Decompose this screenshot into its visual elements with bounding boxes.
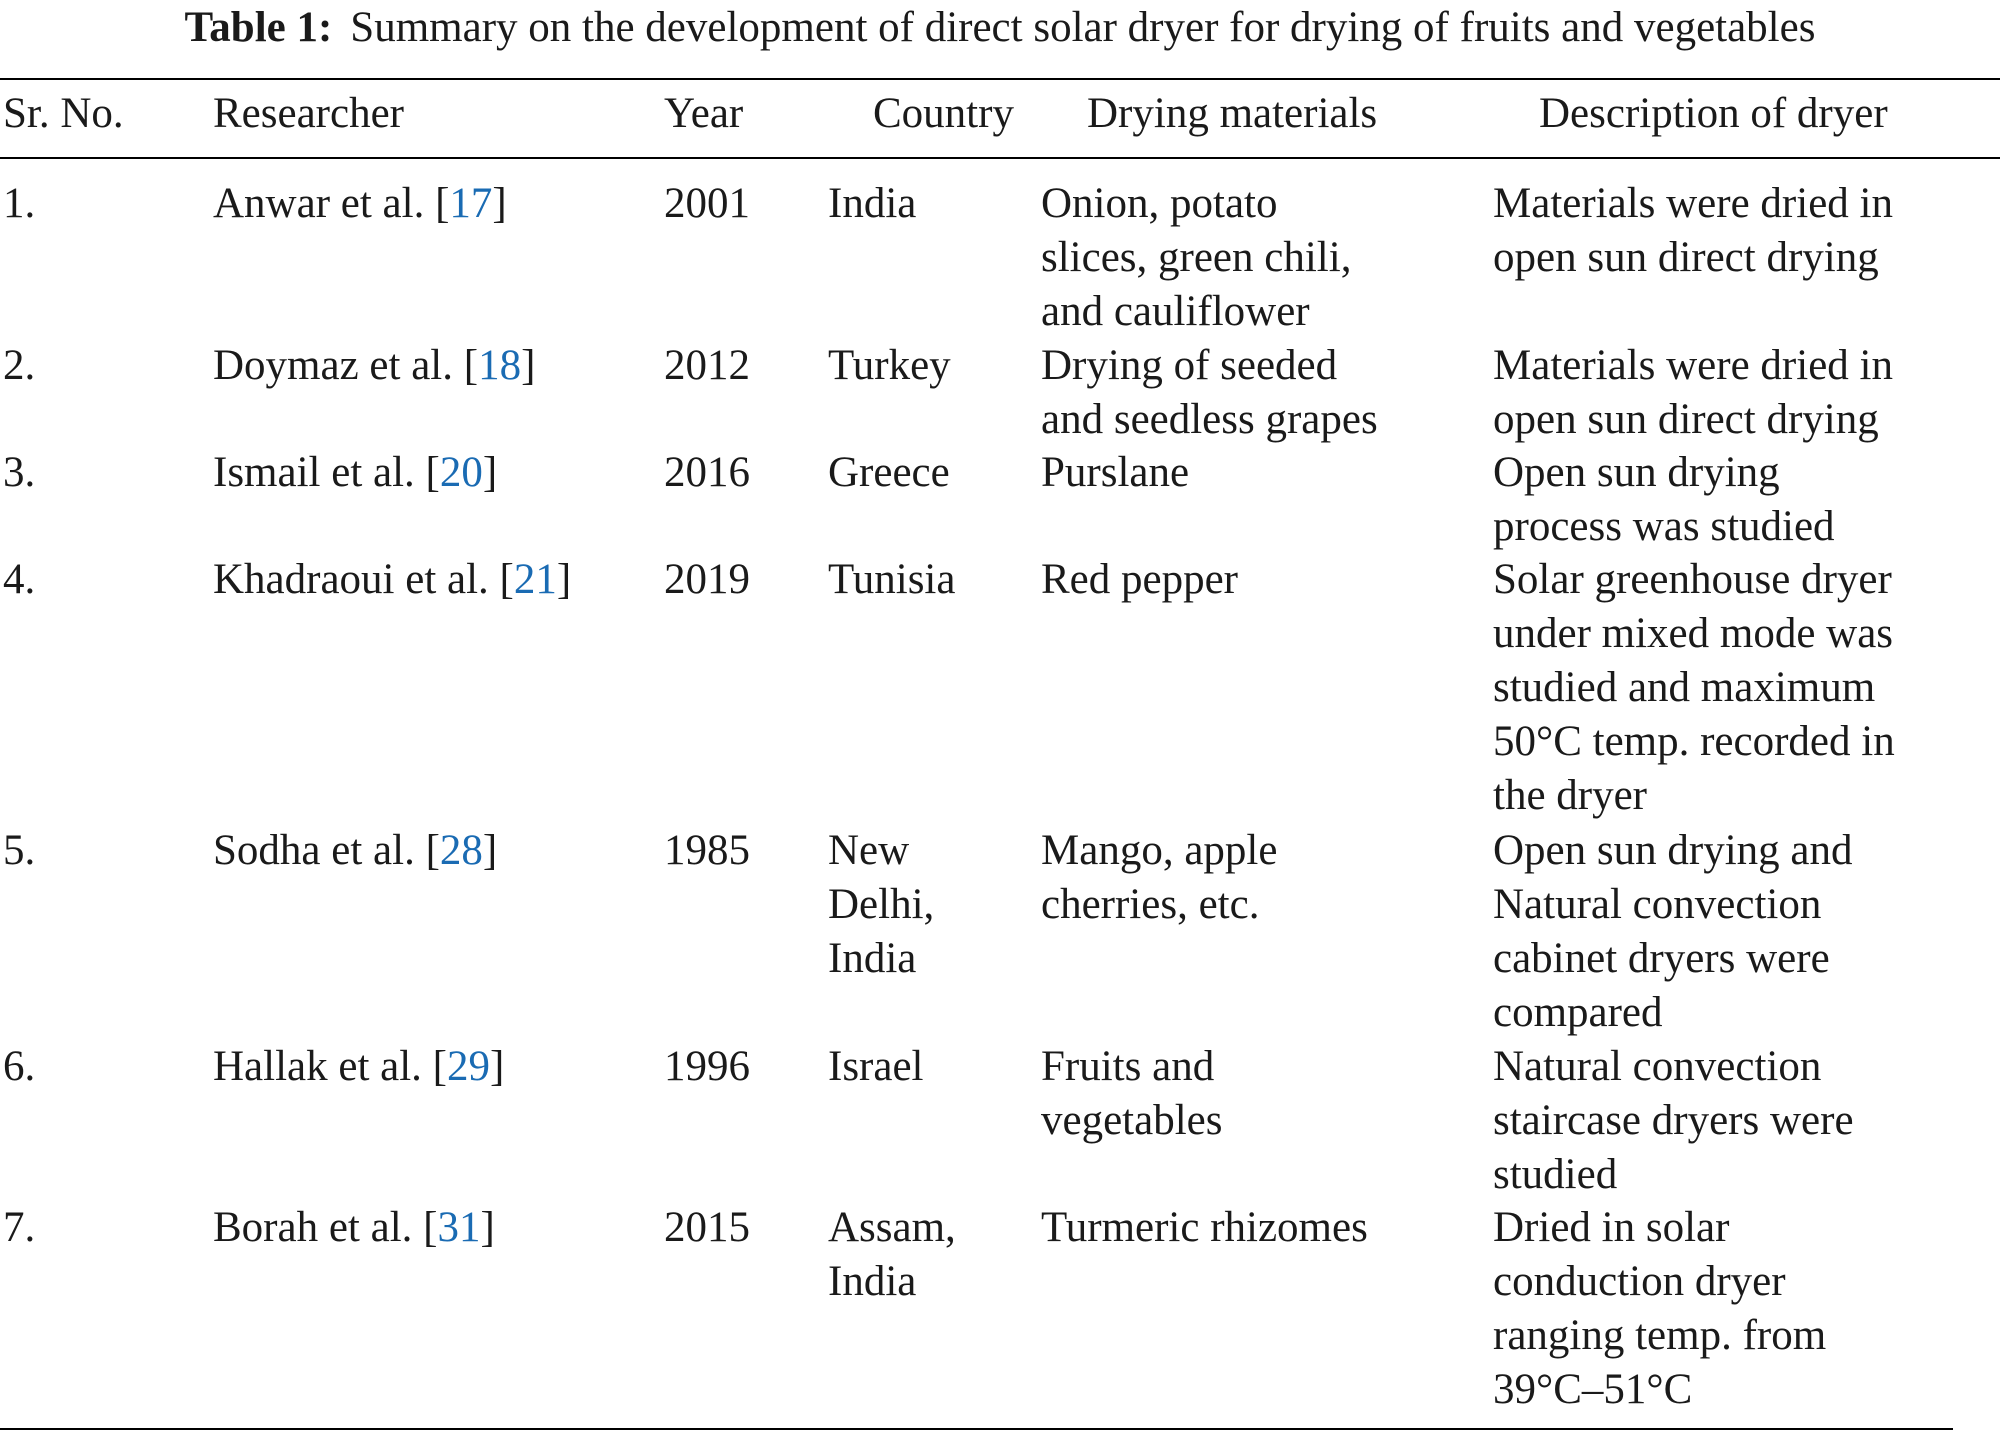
cell-description-line: studied xyxy=(1493,1151,1618,1198)
cell-year: 1996 xyxy=(664,1043,750,1090)
cell-researcher xyxy=(213,824,497,878)
cell-materials-line: Red pepper xyxy=(1041,556,1239,603)
cell-description-line: open sun direct drying xyxy=(1493,396,1879,443)
cell-year: 2012 xyxy=(664,342,750,389)
citation-link[interactable]: 28 xyxy=(439,827,483,874)
cell-materials-line: Fruits and xyxy=(1041,1043,1215,1090)
cell-year: 1985 xyxy=(664,827,750,874)
cell-description-line: Open sun drying xyxy=(1493,449,1780,496)
cell-materials-line: vegetables xyxy=(1041,1097,1223,1144)
header-sr-no: Sr. No. xyxy=(3,90,124,137)
cell-description-line: 50°C temp. recorded in xyxy=(1493,718,1895,765)
header-researcher: Researcher xyxy=(213,90,404,137)
cell-country-line: Tunisia xyxy=(828,556,956,603)
researcher-name: Khadraoui et al. [ xyxy=(213,556,514,603)
cell-description-line: Dried in solar xyxy=(1493,1204,1730,1251)
cell-description-line: Solar greenhouse dryer xyxy=(1493,556,1892,603)
cell-country-line: Greece xyxy=(828,449,950,496)
cell-description-line: compared xyxy=(1493,989,1663,1036)
researcher-name: Ismail et al. [ xyxy=(213,449,440,496)
citation-link[interactable]: 29 xyxy=(447,1043,491,1090)
cell-sr-no: 6. xyxy=(3,1043,36,1090)
cell-description-line: Natural convection xyxy=(1493,1043,1822,1090)
cell-sr-no: 7. xyxy=(3,1204,36,1251)
cell-sr-no: 3. xyxy=(3,449,36,496)
cell-description-line: under mixed mode was xyxy=(1493,610,1894,657)
header-description: Description of dryer xyxy=(1539,90,1888,137)
cell-country-line: India xyxy=(828,180,917,227)
cell-year: 2019 xyxy=(664,556,750,603)
cell-materials-line: cherries, etc. xyxy=(1041,881,1260,928)
cell-sr-no: 4. xyxy=(3,556,36,603)
cell-description-line: cabinet dryers were xyxy=(1493,935,1830,982)
cell-description-line: ranging temp. from xyxy=(1493,1312,1827,1359)
cell-country-line: Israel xyxy=(828,1043,924,1090)
header-country: Country xyxy=(873,90,1014,137)
cell-country-line: India xyxy=(828,935,917,982)
citation-link[interactable]: 31 xyxy=(437,1204,481,1251)
citation-link[interactable]: 20 xyxy=(439,449,483,496)
cell-materials-line: Mango, apple xyxy=(1041,827,1278,874)
cell-materials-line: Onion, potato xyxy=(1041,180,1278,227)
cell-researcher xyxy=(213,339,535,393)
cell-researcher xyxy=(213,553,571,607)
cell-year: 2001 xyxy=(664,180,750,227)
cell-description-line: open sun direct drying xyxy=(1493,234,1879,281)
citation-link[interactable]: 17 xyxy=(449,180,493,227)
cell-year: 2015 xyxy=(664,1204,750,1251)
cell-description-line: Open sun drying and xyxy=(1493,827,1853,874)
cell-researcher xyxy=(213,1201,495,1255)
citation-bracket: ] xyxy=(492,180,507,227)
cell-researcher xyxy=(213,446,497,500)
researcher-name: Hallak et al. [ xyxy=(213,1043,448,1090)
citation-link[interactable]: 18 xyxy=(478,342,522,389)
header-drying-materials: Drying materials xyxy=(1087,90,1378,137)
researcher-name: Sodha et al. [ xyxy=(213,827,440,874)
cell-description-line: conduction dryer xyxy=(1493,1258,1786,1305)
cell-materials-line: slices, green chili, xyxy=(1041,234,1352,281)
top-rule xyxy=(0,78,2000,80)
cell-sr-no: 5. xyxy=(3,827,36,874)
cell-description-line: Natural convection xyxy=(1493,881,1822,928)
cell-sr-no: 2. xyxy=(3,342,36,389)
citation-bracket: ] xyxy=(480,1204,495,1251)
citation-bracket: ] xyxy=(490,1043,505,1090)
researcher-name: Anwar et al. [ xyxy=(213,180,450,227)
citation-bracket: ] xyxy=(556,556,572,603)
header-year: Year xyxy=(664,90,744,137)
cell-country-line: Turkey xyxy=(828,342,951,389)
cell-description-line: the dryer xyxy=(1493,772,1648,819)
cell-description-line: staircase dryers were xyxy=(1493,1097,1854,1144)
cell-description-line: Materials were dried in xyxy=(1493,180,1893,227)
cell-materials-line: Drying of seeded xyxy=(1041,342,1338,389)
cell-sr-no: 1. xyxy=(3,180,36,227)
cell-materials-line: and seedless grapes xyxy=(1041,396,1378,443)
bottom-rule xyxy=(0,1428,1953,1430)
cell-materials-line: Purslane xyxy=(1041,449,1190,496)
citation-link[interactable]: 21 xyxy=(513,556,557,603)
researcher-name: Doymaz et al. [ xyxy=(213,342,479,389)
cell-country-line: New xyxy=(828,827,910,874)
cell-researcher xyxy=(213,177,507,231)
citation-bracket: ] xyxy=(482,827,498,874)
cell-materials-line: and cauliflower xyxy=(1041,288,1310,335)
cell-materials-line: Turmeric rhizomes xyxy=(1041,1204,1368,1251)
cell-description-line: studied and maximum xyxy=(1493,664,1876,711)
header-rule xyxy=(0,157,2000,159)
table-label: Table 1: xyxy=(184,4,333,51)
researcher-name: Borah et al. [ xyxy=(213,1204,438,1251)
cell-description-line: process was studied xyxy=(1493,503,1835,550)
cell-country-line: Delhi, xyxy=(828,881,935,928)
cell-description-line: 39°C–51°C xyxy=(1493,1366,1693,1413)
cell-researcher xyxy=(213,1040,504,1094)
citation-bracket: ] xyxy=(482,449,498,496)
cell-description-line: Materials were dried in xyxy=(1493,342,1893,389)
table-title: Summary on the development of direct solar dryer for drying of fruits and vegetables xyxy=(350,4,1816,51)
cell-country-line: India xyxy=(828,1258,917,1305)
citation-bracket: ] xyxy=(521,342,536,389)
cell-year: 2016 xyxy=(664,449,750,496)
table-caption xyxy=(0,2,2000,54)
cell-country-line: Assam, xyxy=(828,1204,956,1251)
